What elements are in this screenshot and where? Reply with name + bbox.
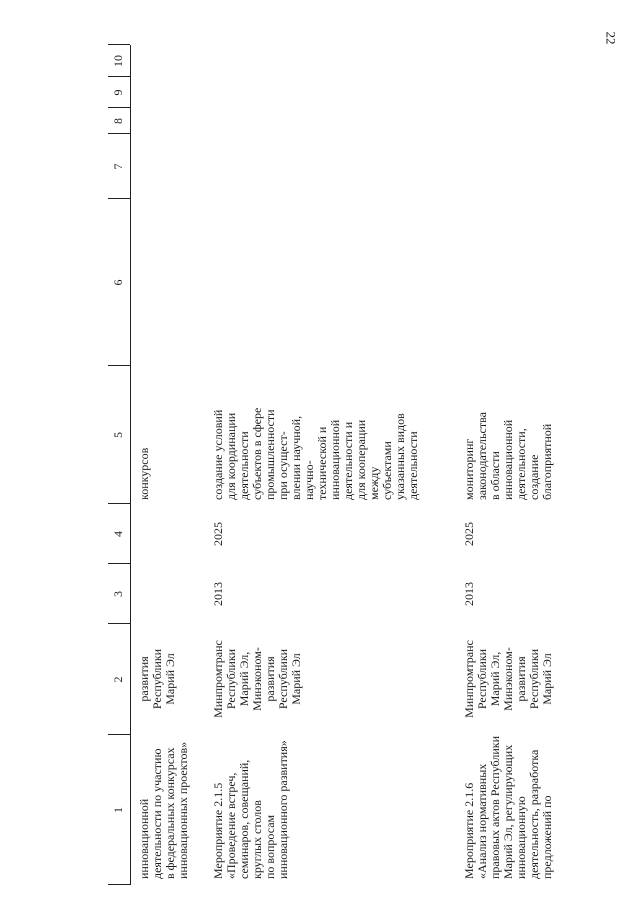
row2-col2-text: Минпромтранс Республики Марий Эл, Минэконом- развития Республики Марий Эл <box>211 640 303 718</box>
row3-col2-text: Минпромтранс Республики Марий Эл, Минэконом- развития Республики Марий Эл <box>462 640 554 718</box>
header-rule <box>130 45 131 885</box>
header-number: 4 <box>111 531 125 537</box>
row3-col3-text: 2013 <box>462 582 476 606</box>
header-number: 5 <box>111 432 125 438</box>
header-number: 10 <box>111 55 125 67</box>
header-number: 6 <box>111 279 125 286</box>
row2-col5-text: создание условий для координации деятельности субъектов в сфере промышленности при осущест- влении научной, научно- технической и инновационной деятельности и для кооперации между субъектами указанных видов деятельности <box>211 407 420 500</box>
rotated-table <box>111 35 639 895</box>
header-number: 2 <box>111 676 125 683</box>
row1-col2-text: развития Республики Марий Эл <box>137 648 177 710</box>
header-number: 1 <box>111 807 125 813</box>
row1-col1-text: инновационной деятельности по участию в федеральных конкурсах инновационных проектов» <box>137 741 190 879</box>
row2-col4-text: 2025 <box>211 522 225 546</box>
row3-col4-text: 2025 <box>462 522 476 546</box>
page-number: 22 <box>603 31 619 45</box>
row1-col5-text: конкурсов <box>137 447 151 500</box>
row3-col5-text: мониторинг законодательства в области инновационной деятельности, создание благоприятной <box>462 412 554 500</box>
header-number: 7 <box>111 163 125 170</box>
header-number: 9 <box>111 89 125 96</box>
row2-col1-text: Мероприятие 2.1.5 «Проведение встреч, семинаров, совещаний, круглых столов по вопросам инновационного развития» <box>211 740 290 879</box>
row3-col1-text: Мероприятие 2.1.6 «Анализ нормативных правовых актов Республики Марий Эл, регулирующих инновационную деятельность, разработка предложений по <box>462 735 554 879</box>
header-number: 3 <box>111 591 125 597</box>
row2-col3-text: 2013 <box>211 582 225 606</box>
header-number: 8 <box>111 118 125 124</box>
